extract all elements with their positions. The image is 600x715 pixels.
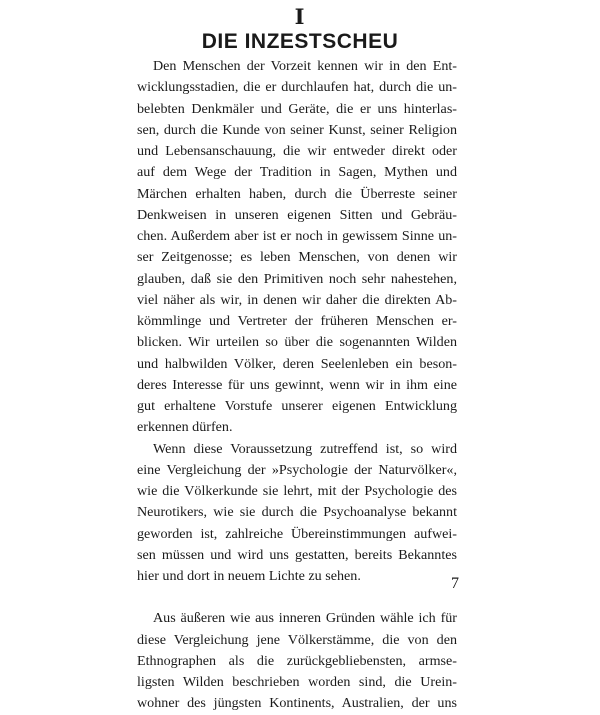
text-line: blicken. Wir urteilen so über die sogenannten Wilden — [137, 334, 457, 351]
text-line: sen, durch die Kunde von seiner Kunst, seiner Religion — [137, 121, 457, 138]
text-line: gut erhaltene Vorstufe unserer eigenen Entwicklung — [137, 398, 457, 414]
text-line: erkennen dürfen. — [137, 419, 233, 436]
text-line: chen. Außerdem aber ist er noch in gewissem Sinne un- — [137, 228, 457, 244]
page-number: 7 — [451, 575, 459, 592]
text-line: geworden ist, zahlreiche Übereinstimmungen aufwei- — [137, 525, 457, 542]
text-line: wicklungsstadien, die er durchlaufen hat, durch die un- — [137, 79, 457, 96]
text-line: ligsten Wilden beschrieben worden sind, die Urein- — [137, 674, 457, 690]
text-line: kömmlinge und Vertreter der früheren Menschen er- — [137, 313, 457, 329]
paragraph-gap — [137, 587, 457, 608]
text-line: sen müssen und wird uns gestatten, bereits Bekanntes — [137, 546, 457, 563]
text-line: und halbwilden Völker, deren Seelenleben ein beson- — [137, 355, 457, 372]
chapter-title: DIE INZESTSCHEU — [201, 30, 399, 53]
text-line: Denkweisen in unseren eigenen Sitten und Gebräu- — [137, 206, 457, 223]
text-line: Aus äußeren wie aus inneren Gründen wähle ich für — [153, 610, 457, 627]
text-line: diese Vergleichung jene Völkerstämme, die von den — [137, 631, 457, 648]
text-line: Ethnographen als die zurückgebliebensten, armse- — [137, 652, 457, 669]
chapter-number: I — [294, 4, 306, 29]
text-line: auf dem Wege der Tradition in Sagen, Mythen und — [137, 164, 457, 181]
text-line: hier und dort in neuem Lichte zu sehen. — [137, 568, 361, 584]
text-line: deres Interesse für uns gewinnt, wenn wir in ihm eine — [137, 376, 457, 393]
text-line: wohner des jüngsten Kontinents, Australien, der uns — [137, 695, 457, 712]
text-line: belebten Denkmäler und Geräte, die er uns hinterlas- — [137, 100, 457, 117]
paragraph-1 — [137, 56, 457, 439]
text-line: wie die Völkerkunde sie lehrt, mit der Psychologie des — [137, 483, 457, 499]
body-text — [137, 56, 457, 715]
text-line: glauben, daß sie den Primitiven noch sehr nahestehen, — [137, 270, 457, 287]
text-line: viel näher als wir, in denen wir daher die direkten Ab- — [137, 291, 457, 308]
text-line: ser Zeitgenosse; es leben Menschen, von denen wir — [137, 249, 457, 266]
text-line: Märchen erhalten haben, durch die Überreste seiner — [137, 185, 457, 202]
text-line: und Lebensanschauung, die wir entweder direkt oder — [137, 143, 457, 159]
text-line: Den Menschen der Vorzeit kennen wir in den Ent- — [153, 58, 457, 74]
text-line: Wenn diese Voraussetzung zutreffend ist, so wird — [153, 440, 457, 457]
paragraph-3 — [137, 608, 457, 714]
paragraph-2 — [137, 439, 457, 588]
text-line: Neurotikers, wie sie durch die Psychoanalyse bekannt — [137, 504, 457, 521]
text-line: eine Vergleichung der »Psychologie der Naturvölker«, — [137, 461, 457, 478]
